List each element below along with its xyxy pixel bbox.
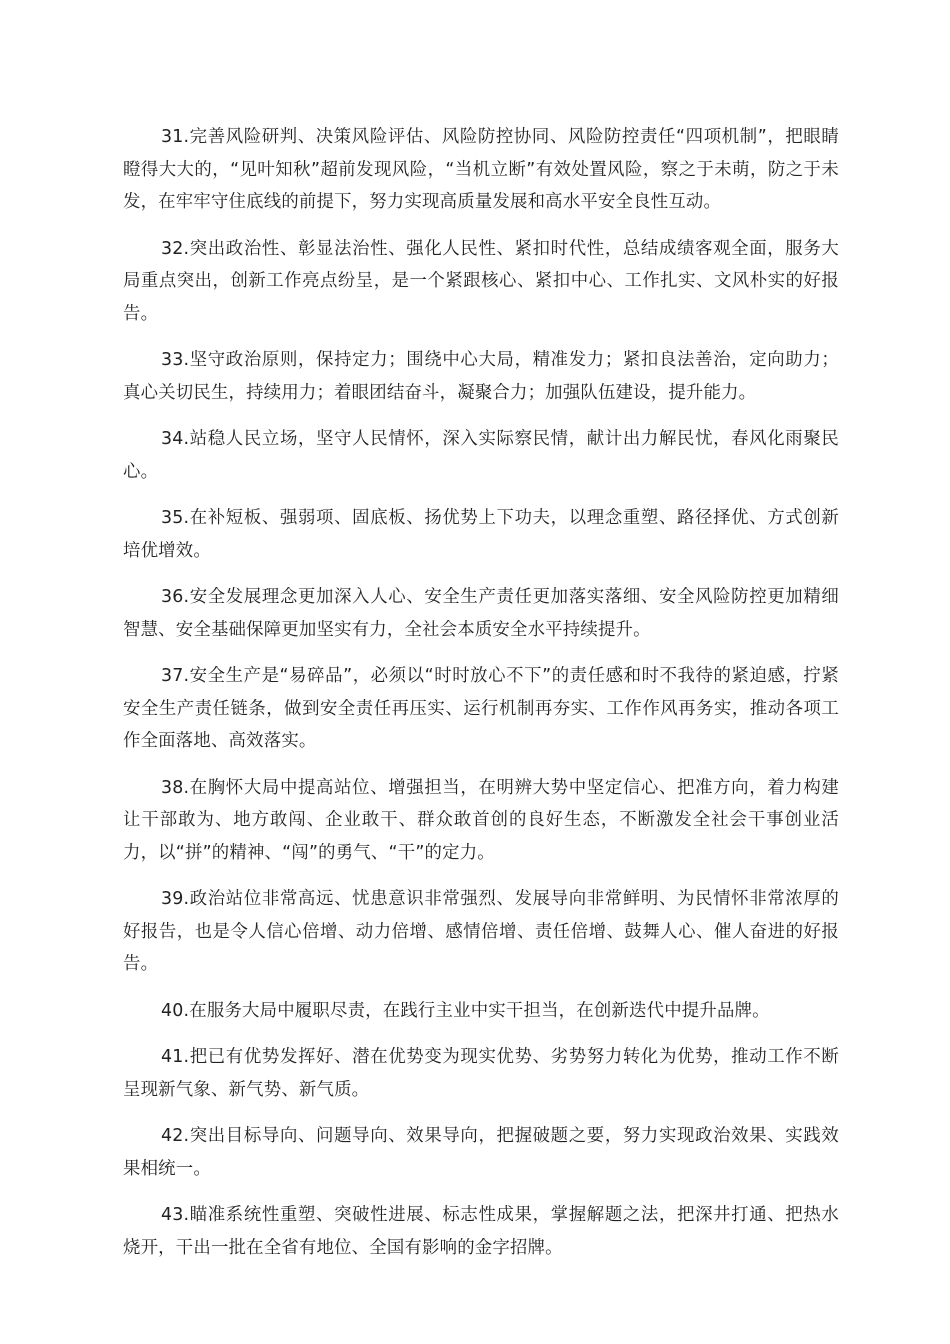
paragraph-31: 31.完善风险研判、决策风险评估、风险防控协同、风险防控责任“四项机制”，把眼睛瞪得大大的，“见叶知秋”超前发现风险，“当机立断”有效处置风险，察之于未萌，防之于未发，在牢牢守住底线的前提下，努力实现高质量发展和高水平安全良性互动。 [123, 127, 839, 212]
paragraph-43: 43.瞄准系统性重塑、突破性进展、标志性成果，掌握解题之法，把深井打通、把热水烧开，干出一批在全省有地位、全国有影响的金字招牌。 [123, 1205, 839, 1258]
paragraph-37: 37.安全生产是“易碎品”，必须以“时时放心不下”的责任感和时不我待的紧迫感，拧紧安全生产责任链条，做到安全责任再压实、运行机制再夯实、工作作风再务实，推动各项工作全面落地、高效落实。 [123, 666, 839, 751]
paragraph-34: 34.站稳人民立场，坚守人民情怀，深入实际察民情，献计出力解民忧，春风化雨聚民心。 [123, 429, 839, 482]
document-body [123, 121, 839, 1278]
paragraph-39: 39.政治站位非常高远、忧患意识非常强烈、发展导向非常鲜明、为民情怀非常浓厚的好报告，也是令人信心倍增、动力倍增、感情倍增、责任倍增、鼓舞人心、催人奋进的好报告。 [123, 889, 839, 974]
paragraph-35: 35.在补短板、强弱项、固底板、扬优势上下功夫，以理念重塑、路径择优、方式创新培优增效。 [123, 508, 839, 561]
paragraph-42: 42.突出目标导向、问题导向、效果导向，把握破题之要，努力实现政治效果、实践效果相统一。 [123, 1126, 839, 1179]
paragraph-33: 33.坚守政治原则，保持定力；围绕中心大局，精准发力；紧扣良法善治，定向助力；真心关切民生，持续用力；着眼团结奋斗，凝聚合力；加强队伍建设，提升能力。 [123, 350, 839, 403]
paragraph-41: 41.把已有优势发挥好、潜在优势变为现实优势、劣势努力转化为优势，推动工作不断呈现新气象、新气势、新气质。 [123, 1047, 839, 1100]
paragraph-32: 32.突出政治性、彰显法治性、强化人民性、紧扣时代性，总结成绩客观全面，服务大局重点突出，创新工作亮点纷呈，是一个紧跟核心、紧扣中心、工作扎实、文风朴实的好报告。 [123, 238, 839, 324]
paragraph-38: 38.在胸怀大局中提高站位、增强担当，在明辨大势中坚定信心、把准方向，着力构建让干部敢为、地方敢闯、企业敢干、群众敢首创的良好生态，不断激发全社会干事创业活力，以“拼”的精神、“闯”的勇气、“干”的定力。 [123, 777, 839, 863]
paragraph-40: 40.在服务大局中履职尽责，在践行主业中实干担当，在创新迭代中提升品牌。 [161, 1000, 770, 1021]
paragraph-36: 36.安全发展理念更加深入人心、安全生产责任更加落实落细、安全风险防控更加精细智慧、安全基础保障更加坚实有力，全社会本质安全水平持续提升。 [123, 587, 839, 640]
